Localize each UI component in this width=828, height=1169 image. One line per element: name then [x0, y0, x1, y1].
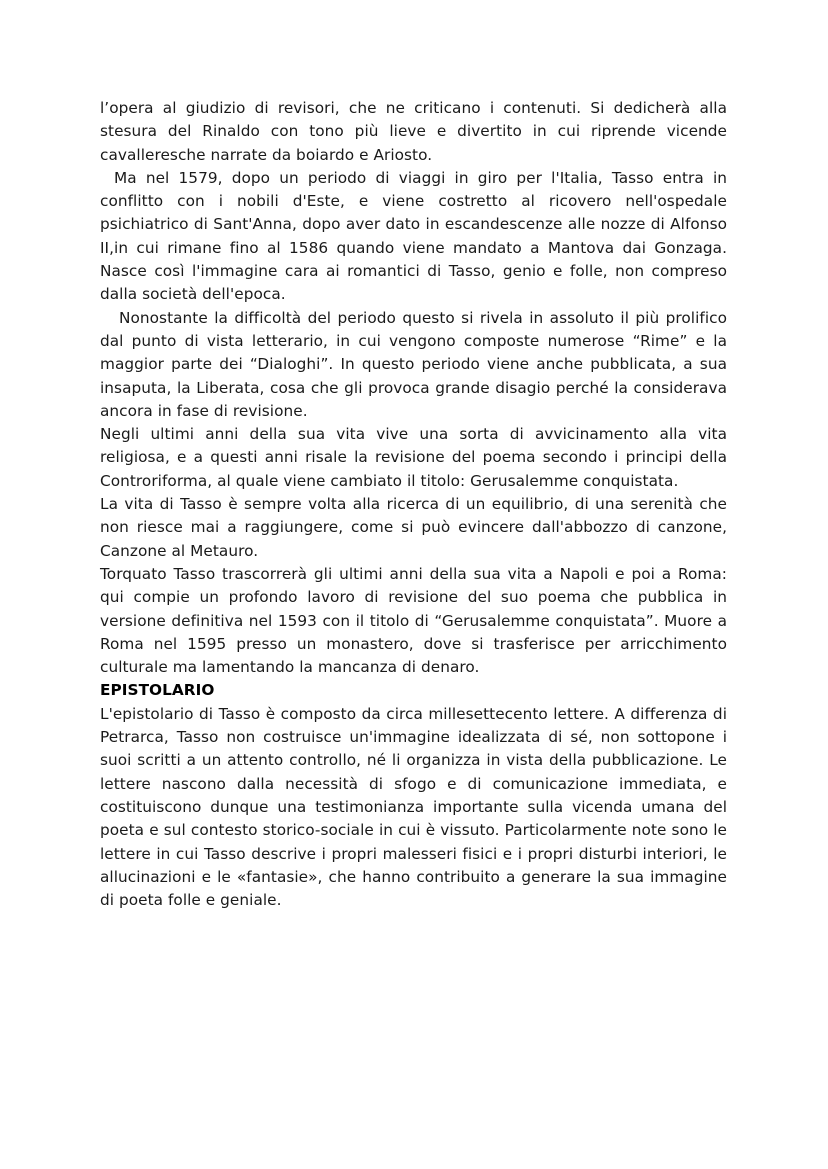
- paragraph-equilibrio: La vita di Tasso è sempre volta alla ricerca di un equilibrio, di una serenità che non riesce mai a raggiungere, come si può evincere dall'abbozzo di canzone, Canzone al Metauro.: [100, 495, 727, 560]
- paragraph-sant-anna: Ma nel 1579, dopo un periodo di viaggi in giro per l'Italia, Tasso entra in conflitto con i nobili d'Este, e viene costretto al ricovero nell'ospedale psichiatrico di Sant'Anna, dopo aver dato in escandescenze alle nozze di Alfonso II,in cui rimane fino al 1586 quando viene mandato a Mantova dai Gonzaga. Nasce così l'immagine cara ai romantici di Tasso, genio e folle, non compreso dalla società dell'epoca.: [100, 168, 727, 304]
- paragraph-prolifico: Nonostante la difficoltà del periodo questo si rivela in assoluto il più prolifico dal punto di vista letterario, in cui vengono composte numerose “Rime” e la maggior parte dei “Dialoghi”. In questo periodo viene anche pubblicata, a sua insaputa, la Liberata, cosa che gli provoca grande disagio perché la considerava ancora in fase di revisione.: [100, 308, 727, 420]
- paragraph-controriforma: Negli ultimi anni della sua vita vive una sorta di avvicinamento alla vita religiosa, e a questi anni risale la revisione del poema secondo i principi della Controriforma, al quale viene cambiato il titolo: Gerusalemme conquistata.: [100, 425, 727, 490]
- document-page: [100, 97, 727, 912]
- paragraph-rinaldo: l’opera al giudizio di revisori, che ne criticano i contenuti. Si dedicherà alla stesura del Rinaldo con tono più lieve e divertito in cui riprende vicende cavalleresche narrate da boiardo e Ariosto.: [100, 99, 727, 164]
- section-heading-epistolario: EPISTOLARIO: [100, 681, 215, 700]
- paragraph-epistolario: L'epistolario di Tasso è composto da circa millesettecento lettere. A differenza di Petrarca, Tasso non costruisce un'immagine idealizzata di sé, non sottopone i suoi scritti a un attento controllo, né li organizza in vista della pubblicazione. Le lettere nascono dalla necessità di sfogo e di comunicazione immediata, e costituiscono dunque una testimonianza importante sulla vicenda umana del poeta e sul contesto storico-sociale in cui è vissuto. Particolarmente note sono le lettere in cui Tasso descrive i propri malesseri fisici e i propri disturbi interiori, le allucinazioni e le «fantasie», che hanno contribuito a generare la sua immagine di poeta folle e geniale.: [100, 704, 727, 910]
- paragraph-ultimi-anni: Torquato Tasso trascorrerà gli ultimi anni della sua vita a Napoli e poi a Roma: qui compie un profondo lavoro di revisione del suo poema che pubblica in versione definitiva nel 1593 con il titolo di “Gerusalemme conquistata”. Muore a Roma nel 1595 presso un monastero, dove si trasferisce per arricchimento culturale ma lamentando la mancanza di denaro.: [100, 564, 727, 677]
